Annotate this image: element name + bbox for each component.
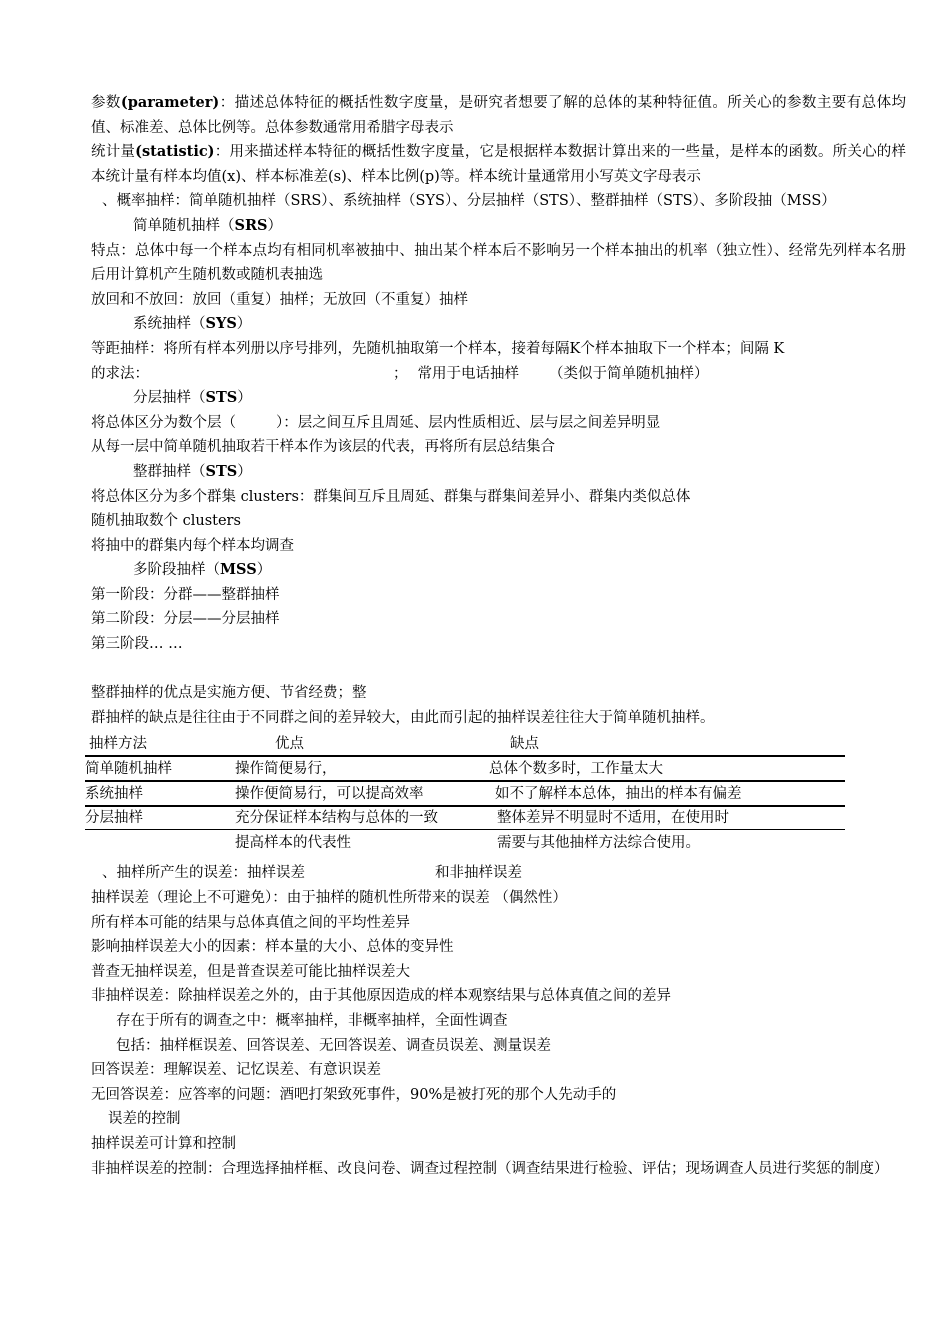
stage-two: 第二阶段：分层——分层抽样 xyxy=(91,611,280,628)
table-cell: 如不了解样本总体，抽出的样本有偏差 xyxy=(495,785,742,802)
term-parameter: 参数 xyxy=(91,95,121,111)
sampling-error-def: 抽样误差（理论上不可避免）：由于抽样的随机性所带来的误差 （偶然性） xyxy=(91,890,567,906)
heading-sys-close: ） xyxy=(236,316,252,333)
error-types-line xyxy=(91,861,906,886)
document-body xyxy=(85,91,906,1181)
heading-srs xyxy=(91,214,906,239)
statistic-definition: ：用来描述样本特征的概括性数字度量，它是根据样本数据计算出来的一些量，是样本的函数。所关心的样本统计量有样本均值(x)、样本标准差(s)、样本比例(p)等。样本统计量通常用小写英文字母表示 xyxy=(91,144,906,185)
table-cell: 操作便简易行，可以提高效率 xyxy=(235,785,424,802)
heading-sys-text: 系统抽样（ xyxy=(133,316,206,333)
table-cell: 提高样本的代表性 xyxy=(235,834,351,851)
term-statistic-en: (statistic) xyxy=(135,143,215,161)
parameter-definition: ：描述总体特征的概括性数字度量，是研究者想要了解的总体的某种特征值。所关心的参数主要有总体均值、标准差、总体比例等。总体参数通常用希腊字母表示 xyxy=(91,95,906,136)
probability-sampling-line: 、概率抽样：简单随机抽样（SRS）、系统抽样（SYS）、分层抽样（STS）、整群抽样（STS）、多阶段抽（MSS） xyxy=(102,193,836,210)
heading-sys-abbr: SYS xyxy=(205,315,237,333)
table-cell: 充分保证样本结构与总体的一致 xyxy=(235,810,438,827)
heading-cluster-abbr: STS xyxy=(205,462,238,480)
sampling-error-control: 抽样误差可计算和控制 xyxy=(91,1135,236,1152)
heading-cluster xyxy=(91,460,906,485)
heading-cluster-close: ） xyxy=(237,463,252,480)
non-sampling-existence: 存在于所有的调查之中：概率抽样，非概率抽样，全面性调查 xyxy=(116,1012,508,1029)
heading-sts-close: ） xyxy=(237,390,252,407)
cluster-advantage: 整群抽样的优点是实施方便、节省经费；整 xyxy=(91,685,367,702)
table-header-row xyxy=(85,732,845,757)
strata-procedure: 从每一层中简单随机抽取若干样本作为该层的代表，再将所有层总结集合 xyxy=(91,439,555,456)
paragraph-statistic xyxy=(91,140,906,189)
heading-mss xyxy=(91,558,906,583)
term-statistic: 统计量 xyxy=(91,144,136,161)
error-types-text: 、抽样所产生的误差：抽样误差 xyxy=(102,865,305,882)
table-cell: 分层抽样 xyxy=(85,810,143,827)
error-control-heading: 误差的控制 xyxy=(108,1111,181,1128)
non-sampling-error-def: 非抽样误差：除抽样误差之外的，由于其他原因造成的样本观察结果与总体真值之间的差异 xyxy=(91,988,671,1005)
strata-text-a: 将总体区分为数个层（ xyxy=(91,414,236,431)
stage-one: 第一阶段：分群——整群抽样 xyxy=(91,586,280,603)
table-row xyxy=(85,806,845,831)
table-header-advantage: 优点 xyxy=(275,736,304,753)
table-rule xyxy=(85,805,845,807)
table-cell: 整体差异不明显时不适用，在使用时 xyxy=(497,810,729,827)
strata-text-b: ）：层之间互斥且周延、层内性质相近、层与层之间差异明显 xyxy=(276,414,661,431)
response-error: 回答误差：理解误差、记忆误差、有意识误差 xyxy=(91,1062,381,1079)
non-sampling-error-control: 非抽样误差的控制：合理选择抽样框、改良问卷、调查过程控制（调查结果进行检验、评估；现场调查人员进行奖惩的制度） xyxy=(91,1160,889,1177)
table-rule xyxy=(85,829,845,830)
table-row xyxy=(85,782,845,807)
sampling-error-avg: 所有样本可能的结果与总体真值之间的平均性差异 xyxy=(91,914,410,931)
phone-sampling-text: 常用于电话抽样 xyxy=(417,365,519,382)
table-cell: 简单随机抽样 xyxy=(85,761,172,778)
non-sampling-error-term: 和非抽样误差 xyxy=(435,865,522,882)
paragraph-parameter xyxy=(91,91,906,140)
similar-note: （类似于简单随机抽样） xyxy=(549,365,709,382)
table-cell: 操作简便易行， xyxy=(235,761,337,778)
replacement-line: 放回和不放回：放回（重复）抽样；无放回（不重复）抽样 xyxy=(91,291,468,308)
strata-definition xyxy=(91,411,906,436)
cluster-survey: 将抽中的群集内每个样本均调查 xyxy=(91,537,294,554)
sampling-error-factors: 影响抽样误差大小的因素：样本量的大小、总体的变异性 xyxy=(91,939,454,956)
table-rule xyxy=(85,780,845,782)
table-row xyxy=(85,757,845,782)
heading-mss-close: ） xyxy=(256,562,272,579)
heading-sts xyxy=(91,386,906,411)
nonresponse-error: 无回答误差：应答率的问题：酒吧打架致死事件，90%是被打死的那个人先动手的 xyxy=(91,1086,617,1103)
srs-features: 特点：总体中每一个样本点均有相同机率被抽中、抽出某个样本后不影响另一个样本抽出的机率（独立性）、经常先列样本名册后用计算机产生随机数或随机表抽选 xyxy=(91,242,906,284)
interval-label: 的求法： xyxy=(91,365,149,382)
non-sampling-includes: 包括：抽样框误差、回答误差、无回答误差、调查员误差、测量误差 xyxy=(116,1037,551,1054)
interval-line xyxy=(91,362,906,387)
sampling-comparison-table xyxy=(85,732,845,855)
heading-srs-close: ） xyxy=(267,217,282,234)
blank-line xyxy=(91,657,906,682)
table-cell: 系统抽样 xyxy=(85,785,143,802)
term-parameter-en: (parameter) xyxy=(120,94,220,111)
heading-mss-abbr: MSS xyxy=(220,561,257,579)
cluster-random: 随机抽取数个 clusters xyxy=(91,513,241,530)
census-note: 普查无抽样误差，但是普查误差可能比抽样误差大 xyxy=(91,963,410,980)
table-rule xyxy=(85,755,845,757)
table-header-disadvantage: 缺点 xyxy=(510,736,539,753)
cluster-disadvantage: 群抽样的缺点是往往由于不同群之间的差异较大，由此而引起的抽样误差往往大于简单随机抽样。 xyxy=(91,709,715,726)
interval-sep: ； xyxy=(393,365,408,382)
table-header-method: 抽样方法 xyxy=(89,736,147,753)
heading-sts-text: 分层抽样（ xyxy=(133,390,206,407)
heading-sts-abbr: STS xyxy=(205,389,238,407)
heading-srs-abbr: SRS xyxy=(234,216,268,234)
heading-mss-text: 多阶段抽样（ xyxy=(133,562,220,579)
heading-srs-text: 简单随机抽样（ xyxy=(133,217,235,234)
table-row xyxy=(85,831,845,856)
table-cell: 需要与其他抽样方法综合使用。 xyxy=(497,834,700,851)
heading-cluster-text: 整群抽样（ xyxy=(133,463,206,480)
stage-three: 第三阶段… … xyxy=(91,636,183,653)
cluster-definition: 将总体区分为多个群集 clusters：群集间互斥且周延、群集与群集间差异小、群集内类似总体 xyxy=(91,488,691,505)
systematic-definition: 等距抽样：将所有样本列册以序号排列，先随机抽取第一个样本，接着每隔K个样本抽取下一个样本；间隔 K xyxy=(91,340,785,357)
table-cell: 总体个数多时，工作量太大 xyxy=(489,761,663,778)
heading-sys xyxy=(91,312,906,337)
